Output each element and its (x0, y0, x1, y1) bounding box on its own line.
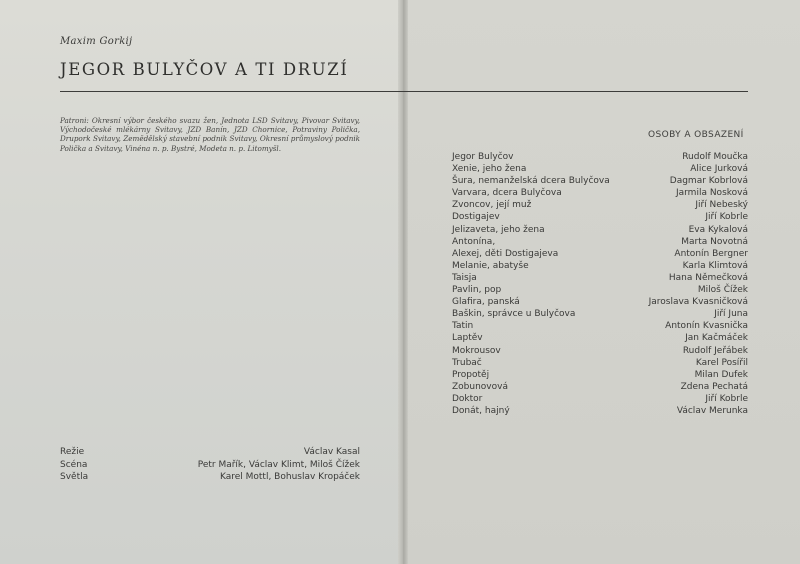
credit-label: Režie (60, 447, 85, 457)
cast-role: Taisja (452, 272, 477, 283)
cast-row (452, 297, 748, 309)
cast-role: Doktor (452, 393, 483, 404)
cast-role: Pavlin, pop (452, 285, 502, 296)
cast-role: Mokrousov (452, 345, 501, 356)
cast-row (452, 200, 748, 212)
cast-actor: Antonín Kvasnička (665, 321, 748, 332)
cast-actor: Miloš Čížek (697, 285, 748, 296)
cast-row (452, 321, 748, 333)
credit-value: Petr Mařík, Václav Klimt, Miloš Čížek (197, 459, 360, 470)
cast-row (452, 394, 748, 406)
cast-row (452, 261, 748, 273)
credits-list (60, 447, 360, 485)
credit-row (60, 447, 360, 460)
cast-role: Tatin (452, 321, 474, 332)
cast-actor: Jan Kačmáček (685, 333, 748, 344)
cast-row (452, 285, 748, 297)
cast-actor: Marta Novotná (681, 236, 748, 247)
cast-row (452, 212, 748, 224)
cast-actor: Alice Jurková (690, 164, 748, 175)
title-rule (60, 91, 748, 92)
cast-list (452, 152, 748, 418)
cast-actor: Rudolf Jeřábek (682, 345, 748, 356)
cast-actor: Antonín Bergner (674, 248, 748, 259)
cast-actor: Jiří Juna (714, 309, 748, 320)
cast-actor: Eva Kykalová (688, 224, 748, 235)
cast-row (452, 406, 748, 418)
credit-value: Václav Kasal (303, 447, 360, 457)
cast-role: Glafira, panská (452, 297, 520, 308)
cast-role: Melanie, abatyše (452, 260, 529, 271)
cast-actor: Jiří Nebeský (695, 200, 748, 211)
cast-row (452, 225, 748, 237)
cast-actor: Karla Klimtová (682, 260, 748, 271)
cast-actor: Jiří Kobrle (705, 393, 748, 404)
cast-row (452, 333, 748, 345)
cast-actor: Hana Němečková (668, 272, 748, 283)
cast-role: Xenie, jeho žena (452, 164, 527, 175)
cast-role: Baškin, správce u Bulyčova (452, 309, 576, 320)
cast-actor: Václav Merunka (676, 405, 748, 416)
cast-role: Alexej, děti Dostigajeva (452, 248, 559, 259)
cast-role: Šura, nemanželská dcera Bulyčova (452, 176, 610, 187)
cast-role: Trubač (452, 357, 482, 368)
cast-row (452, 152, 748, 164)
cast-row (452, 249, 748, 261)
book-gutter (398, 0, 408, 564)
cast-role: Zobunovová (452, 381, 508, 392)
cast-row (452, 237, 748, 249)
cast-role: Antonína, (452, 236, 496, 247)
cast-role: Jelizaveta, jeho žena (452, 224, 545, 235)
cast-role: Laptěv (452, 333, 483, 344)
cast-actor: Jaroslava Kvasničková (648, 297, 748, 308)
cast-row (452, 164, 748, 176)
cast-role: Donát, hajný (452, 405, 510, 416)
author-name: Maxim Gorkij (60, 36, 133, 47)
cast-heading: OSOBY A OBSAZENÍ (648, 130, 744, 140)
cast-row (452, 382, 748, 394)
credit-label: Světla (60, 472, 89, 482)
patrons-text: Patroni: Okresní výbor českého svazu žen, Jednota LSD Svitavy, Pivovar Svitavy, Východočeské mlékárny Svitavy, JZD Banín, JZD Chornice, Potraviny Polička, Drupork Svitavy, Zemědělský stavební podnik Svitavy, Okresní průmyslový podnik Polička a Svitavy, Vinéna n. p. Bystré, Modeta n. p. Litomyšl. (60, 116, 360, 153)
cast-actor: Milan Dufek (694, 369, 748, 380)
cast-role: Propotěj (452, 369, 490, 380)
play-title: JEGOR BULYČOV A TI DRUZÍ (60, 60, 349, 79)
cast-row (452, 273, 748, 285)
cast-row (452, 358, 748, 370)
credit-label: Scéna (60, 459, 88, 470)
credit-row (60, 472, 360, 485)
cast-row (452, 176, 748, 188)
credit-value: Karel Mottl, Bohuslav Kropáček (219, 472, 360, 482)
credit-row (60, 460, 360, 473)
cast-actor: Jarmila Nosková (675, 188, 748, 199)
cast-actor: Dagmar Kobrlová (669, 176, 748, 187)
cast-row (452, 188, 748, 200)
cast-actor: Zdena Pechatá (680, 381, 748, 392)
cast-actor: Karel Posířil (695, 357, 748, 368)
cast-role: Varvara, dcera Bulyčova (452, 188, 562, 199)
cast-row (452, 309, 748, 321)
cast-actor: Rudolf Moučka (682, 152, 748, 162)
cast-actor: Jiří Kobrle (705, 212, 748, 223)
cast-role: Jegor Bulyčov (452, 152, 514, 162)
cast-row (452, 346, 748, 358)
cast-role: Zvoncov, její muž (452, 200, 532, 211)
cast-role: Dostigajev (452, 212, 500, 223)
cast-row (452, 370, 748, 382)
